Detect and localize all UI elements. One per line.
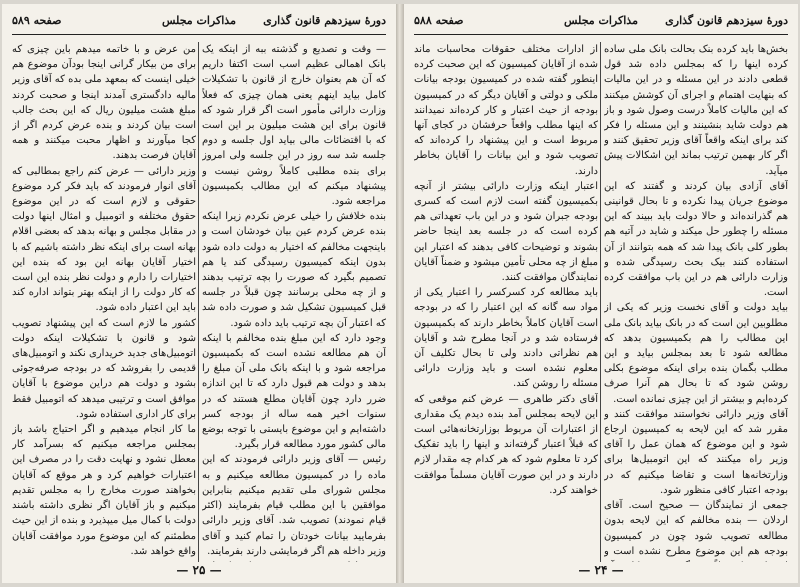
right-col2-paragraph-4: آقای دکتر طاهری — عرض کنم موقعی که این لایحه بمجلس آمد بنده دیدم یک مقداری از اعتبارات آن مربوط بوزارتخانه‌هائی است که قبلاً اعتبار گرفته‌اند و اینها را باید تفکیک کرد تا معلوم شود که هر کدام چه مقدار لازم دارند و در این صورت آقایان مسلماً موافقت خواهند کرد. (414, 393, 598, 496)
right-col1-paragraph-5: جمعی از نمایندگان — صحیح است. آقای اردلان — بنده مخالفم که این لایحه بدون مطالعه تصویب شود چون در کمیسیون بودجه هم این موضوع مطرح نشده است و (604, 500, 788, 557)
left-page-column-left (12, 42, 196, 562)
right-page-header (414, 12, 788, 32)
left-col2-paragraph-2: وزیر دارائی — عرض کنم راجع بمطالبی که آقای انوار فرمودند که باید فکر کرد موضوع حقوقی و لازم است که در این موضوع حقوق مختلفه و اتومبیل و امثال اینها دولت در مقابل مجلس و بهانه بدهد که بعضی اقلام بهانه است برای اینکه نظر داشته باشیم که با اختیار آقایان بهانه این بود که بنده این اختیارات را دارم و دولت نظر بنده این است که کار دولت را از اینکه بهتر بتواند اداره کند باید این اعتبار داده شود. (12, 165, 196, 314)
right-page-column-left (414, 42, 598, 562)
right-col1-paragraph-4: آقای وزیر دارائی نخواستند موافقت کنند و مقرر شد که این لایحه به کمیسیون ارجاع شود و این موضوع که همان عمل را آقای وزیر راه میکنند که این اتومبیل‌ها برای وزارتخانه‌ها است و تقاضا میکنیم که در بودجه اعتبار کافی منظور شود. (604, 408, 788, 496)
right-col1-paragraph-3: بیاید دولت و آقای نخست وزیر که یکی از مطلوبین این است که در بانک بیاید بانک ملی این مطالب را هم بکمیسیون بدهد که مطالعه شود تا بعد بمجلس بیاید و این مطلب بگمان بنده برای اینکه موضوع بکلی روشن شود که تا بحال هم آنرا صرف کرده‌ایم و بیشتر از این چیزی نمانده است. (604, 302, 788, 405)
right-page-footer-number: — ۲۴ — (578, 563, 624, 577)
left-page (2, 4, 396, 583)
left-header-page-number: صفحه ۵۸۹ (12, 14, 62, 27)
right-column-divider (600, 42, 601, 562)
right-header-series: دورهٔ سیزدهم قانون گذاری (665, 14, 788, 27)
left-col1-paragraph-5 (202, 559, 386, 562)
right-header-title: مذاکرات مجلس (564, 14, 638, 27)
left-header-series: دورهٔ سیزدهم قانون گذاری (263, 14, 386, 27)
left-col1-paragraph-3: وجود دارد که این مبلغ بنده مخالفم با اینکه آن هم مطالعه نشده است که بکمیسیون مراجعه شود و با اینکه بانک ملی آن مبلغ را بدهد و دولت هم قبول دارد که تا این اندازه ضرر دارد چون آقایان مطلع هستند که در سنوات اخیر همه ساله از بودجه کسر داشته‌ایم و این موضوع بایستی با توجه بوضع مالی کشور مورد مطالعه قرار بگیرد. (202, 332, 386, 451)
left-col2-paragraph-3: کشور ما لازم است که این پیشنهاد تصویب شود و قانون با تشکیلات اینکه دولت اتومبیل‌های جدید خریداری نکند و اتومبیل‌های قدیمی را بفروشد که در بودجه صرفه‌جوئی بشود و دولت هم دراین موضوع با آقایان موافق است و ترتیبی میدهد که اتومبیل فقط برای کار اداری استفاده شود. (12, 317, 196, 420)
right-header-page-number: صفحه ۵۸۸ (414, 14, 464, 27)
left-col2-paragraph-1: من عرض و با خاتمه میدهم باین چیزی که برای من بیکار گرانی اینجا بودآن موضوع هم خیلی اینست که بمعهد ملی بده که آقای وزیر مالیه دادگستری آمدند اینجا و صحبت کردند مبلغ هشت میلیون ریال که این بحث جالب است بیان کردند و بنده عرض کردم اگر از کجا میآورند و اظهار محبت میکنند و همه آقایان فرصت بدهند. (12, 44, 196, 162)
right-page (404, 4, 798, 583)
right-col1-paragraph-2: آقای آزادی بیان کردند و گفتند که این موضوع جریان پیدا نکرده و تا بحال قوانینی هم گذرانده‌اند و حالا دولت باید ببیند که این مسئله را چطور حل میکند و شاید در آتیه هم بطور کلی بانک پیدا شد که همه بتوانند از آن استفاده کنند بیک بحث رسیدگی شده و وزارت دارائی هم در این باب موافقت کرده است. (604, 180, 788, 299)
right-col2-paragraph-3: باید مطالعه کرد کسرکسر را اعتبار یکی از مواد سه گانه که این اعتبار را که در بودجه است آقایان کاملاً بخاطر دارند که بکمیسیون فرستاده شد و در آنجا مطرح شد و آقایان هم نظراتی دادند ولی تا بحال تکلیف آن معلوم نشده است و باید وزارت دارائی مسئله را روشن کند. (414, 287, 598, 390)
right-col2-paragraph-2: اعتبار اینکه وزارت دارائی بیشتر از آنچه بکمیسیون گفته است لازم است که کسری بودجه جبران شود و در این باب تعهداتی هم کرده است که در جلسه بعد اینجا حاضر بشوند و توضیحات کافی بدهند که اعتبار این مبلغ از چه محلی تأمین میشود و ضمناً آقایان نمایندگان موافقت کنند. (414, 180, 598, 284)
left-page-header (12, 12, 386, 32)
left-col1-paragraph-2: بنده خلافش را خیلی عرض نکردم زیرا اینکه بنده عرض کردم عین بیان خودشان است و باینجهت مخالفم که اختیار به دولت داده شود بدون اینکه کمیسیون رسیدگی کند یا هم تصمیم بگیرد که صورت را بچه ترتیب بدهند و از چه محلی برسانند چون قبلاً در جلسه قبل کمیسیون تشکیل شد و صورت داده شد که اعتبار آن بچه ترتیب باید داده شود. (202, 211, 386, 329)
right-header-rule (414, 34, 788, 35)
left-col1-paragraph-4: رئیس — آقای وزیر دارائی فرمودند که این ماده را در کمیسیون مطالعه میکنیم و به مجلس شورای ملی تقدیم میکنیم بنابراین موافقین با این مطلب قیام بفرمایند (اکثر قیام نمودند) تصویب شد. آقای وزیر دارائی بفرمایید بیانات خودتان را تمام کنید و آقای وزیر داخله هم اگر فرمایشی دارند بفرمایند. (202, 454, 386, 557)
left-column-divider (198, 42, 199, 562)
left-page-footer-number: — ۲۵ — (176, 563, 222, 577)
right-page-column-right (604, 42, 788, 562)
left-header-title: مذاکرات مجلس (162, 14, 236, 27)
left-col1-paragraph-1: — وقت و تصدیع و گذشته ببه از اینکه یک بانک اهمالی عظیم اسب است اکتفا داریم که آن هم بعنوان خارج از قانون با تشکیلات کامل بیاید اینهم یعنی همان چیزی که فعلاً وزارت دارائی مأمور است اگر قرار شود که قانون برای این هشت میلیون بر این است که با اقتضائات مالی بیاید اول جلسه و دوم جلسه شد سه روز در این جلسه ولی امروز برای بنده مطلبی کاملاً روشن نیست و پیشنهاد میکنم که این مطالب بکمیسیون مراجعه شود. (202, 44, 386, 208)
right-col2-paragraph-1: از ادارات مختلف حقوقات محاسبات ماند شده از آقایان کمیسیون که این صحبت کرده اینطور گفته شده در کمیسیون بودجه بیانات ملکی و دولتی و آقایان دیگر که در کمیسیون بودجه از حیث اعتبار و کار کرده‌اند نمیدانند که اینها مطلب واقعاً حرفشان در کجای آنها مربوط است و این پیشنهاد را کرده‌اند که تصویب شود و این بیانات را آقایان بخاطر دارند. (414, 44, 598, 177)
right-col1-paragraph-1: بخش‌ها باید کرده بنک بحالت بانک ملی ساده کرده اینها را که بمجلس داده شد قول قطعی دادند در این مسئله و در این مالیات که بنهایت اهتمام و اجرای آن کوشش میکنند که این مالیات کاملاً درست وصول شود و باز هم دولت شاید بنشینند و این مسئله را فکر کند برای اینکه واقعاً آقای وزیر تحقیق کنند و اگر کار بهمین ترتیب بماند این اشکالات پیش میآید. (604, 44, 788, 177)
left-page-column-right (202, 42, 386, 562)
left-header-rule (12, 34, 386, 35)
book-gutter (396, 4, 404, 583)
left-col2-paragraph-4: ما کار انجام میدهیم و اگر احتیاج باشد باز بمجلس مراجعه میکنیم که بسرآمد کار معطل نشود و نهایت دقت را در مصرف این اعتبارات خواهیم کرد و هر موقع که آقایان بخواهند صورت مخارج را به مجلس تقدیم میکنیم و باز آقایان اگر نظری داشته باشند دولت با کمال میل میپذیرد و بنده از این حیث مطمئنم که این موضوع مورد موافقت آقایان واقع خواهد شد. (12, 424, 196, 557)
